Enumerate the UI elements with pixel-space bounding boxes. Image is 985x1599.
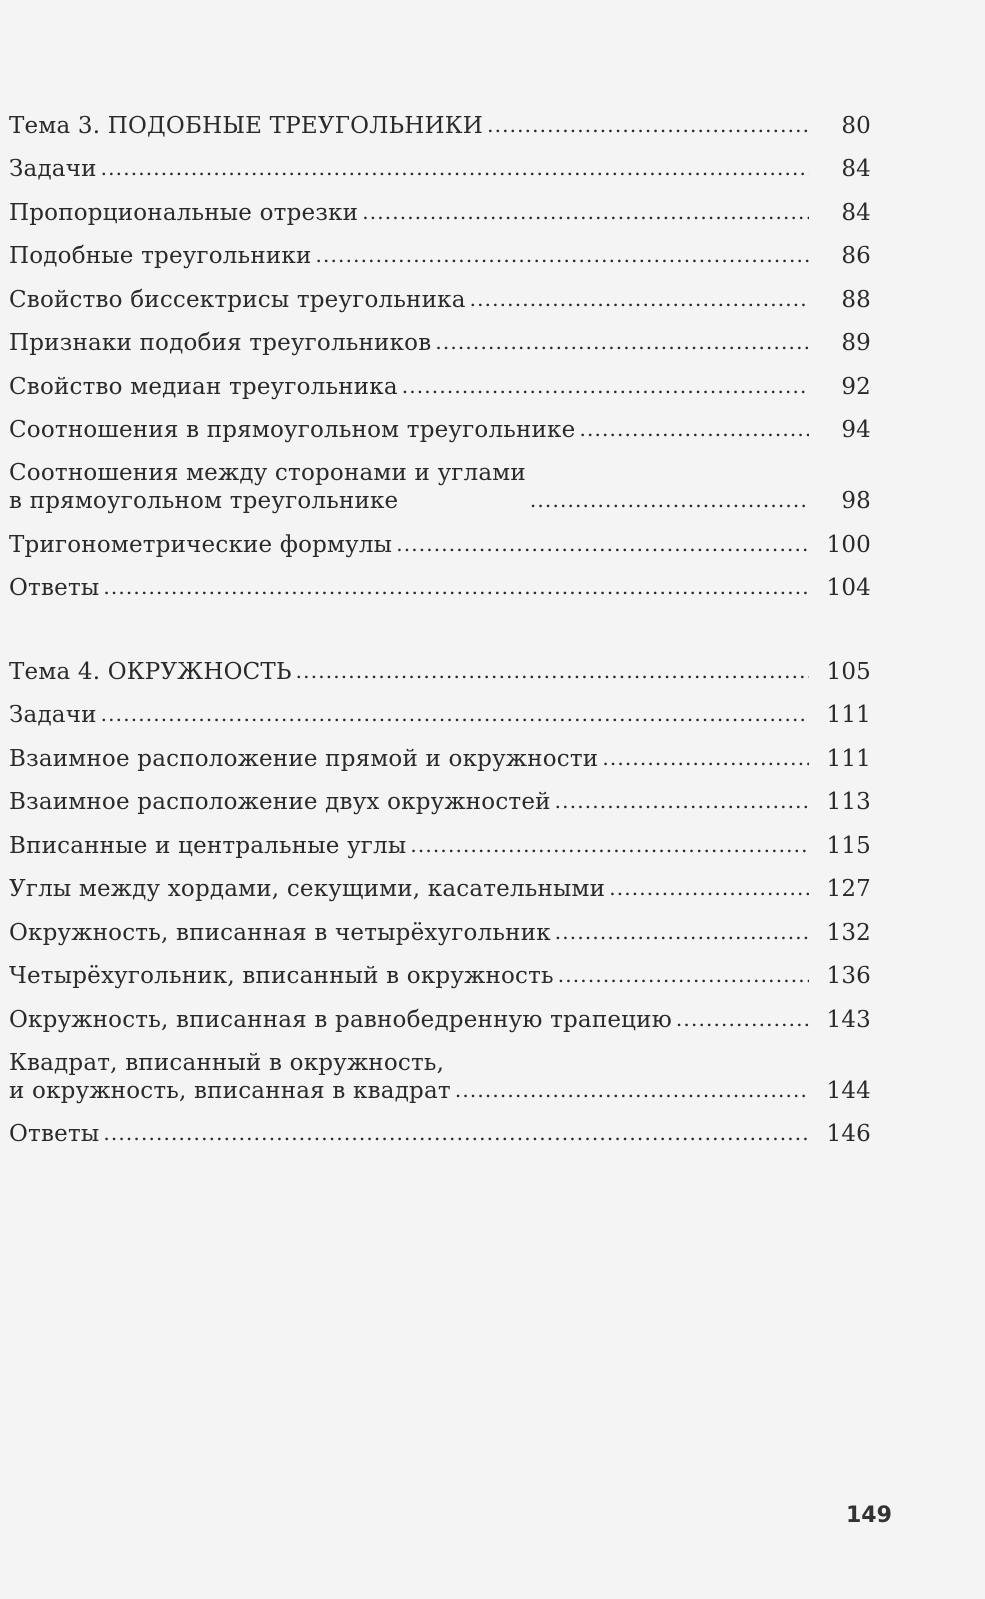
dot-leader <box>396 532 809 556</box>
toc-page-number: 111 <box>826 745 871 772</box>
toc-section-topic-3 <box>9 96 871 602</box>
dot-leader <box>555 920 809 944</box>
toc-page-number: 144 <box>826 1077 871 1104</box>
dot-leader <box>101 702 809 726</box>
toc-page-number: 132 <box>826 919 871 946</box>
toc-page-number: 113 <box>826 789 871 815</box>
toc-entry-title: Подобные треугольники <box>9 243 312 269</box>
toc-heading-topic-3 <box>9 96 871 140</box>
toc-entry-title: Соотношения в прямоугольном треугольнике <box>9 417 576 443</box>
toc-entry-title: Взаимное расположение двух окружностей <box>9 789 551 815</box>
toc-entry-title-line-2: в прямоугольном треугольнике <box>9 488 399 514</box>
dot-leader <box>555 789 809 813</box>
toc-entry <box>9 515 871 559</box>
toc-entry-title-line-1: Соотношения между сторонами и углами <box>9 460 526 486</box>
dot-leader <box>362 200 809 224</box>
toc-entry <box>9 990 871 1034</box>
dot-leader <box>609 876 809 900</box>
toc-page-number: 94 <box>841 417 871 443</box>
toc-entry-title: Четырёхугольник, вписанный в окружность <box>9 963 554 989</box>
dot-leader <box>410 833 809 857</box>
dot-leader <box>316 243 809 267</box>
toc-page-number: 127 <box>826 876 871 902</box>
toc-page-number: 146 <box>826 1121 871 1147</box>
toc-page-number: 100 <box>826 531 871 558</box>
toc-page-number: 84 <box>841 156 871 182</box>
toc-page-number: 104 <box>826 575 871 601</box>
dot-leader <box>435 330 809 354</box>
toc-entry-title: Вписанные и центральные углы <box>9 832 407 859</box>
toc-entry <box>9 314 871 358</box>
dot-leader <box>470 287 809 311</box>
toc-entry <box>9 1034 871 1105</box>
dot-leader <box>558 963 809 987</box>
toc-entry-title: Пропорциональные отрезки <box>9 199 359 226</box>
dot-leader <box>296 659 809 683</box>
toc-section-topic-4 <box>9 642 871 1148</box>
toc-entry <box>9 270 871 314</box>
toc-entry-title: Признаки подобия треугольников <box>9 330 432 356</box>
page-number-footer: 149 <box>846 1503 892 1528</box>
toc-entry-title: Свойство медиан треугольника <box>9 373 398 400</box>
toc-entry <box>9 903 871 947</box>
toc-page-number: 86 <box>841 243 871 269</box>
toc-entry-title: Задачи <box>9 702 97 728</box>
toc-heading-topic-4 <box>9 642 871 686</box>
toc-page-number: 84 <box>841 199 871 226</box>
toc-entry <box>9 1105 871 1149</box>
dot-leader <box>676 1007 809 1031</box>
dot-leader <box>602 746 809 770</box>
toc-entry <box>9 729 871 773</box>
toc-page-number: 89 <box>841 330 871 356</box>
toc-entry <box>9 227 871 271</box>
toc-entry-title: Окружность, вписанная в четырёхугольник <box>9 919 551 946</box>
toc-entry-title: Окружность, вписанная в равнобедренную трапецию <box>9 1006 672 1033</box>
dot-leader <box>455 1078 809 1102</box>
toc-entry-title: Ответы <box>9 575 100 601</box>
toc-entry <box>9 686 871 730</box>
toc-page-number: 80 <box>841 112 871 139</box>
toc-page-number: 92 <box>841 373 871 400</box>
toc-entry-title: Тригонометрические формулы <box>9 531 393 558</box>
dot-leader <box>103 575 809 599</box>
toc-entry-title-line-1: Квадрат, вписанный в окружность, <box>9 1049 445 1076</box>
toc-entry <box>9 183 871 227</box>
toc-heading-title: Тема 4. ОКРУЖНОСТЬ <box>9 658 292 685</box>
toc-entry-title: Задачи <box>9 156 97 182</box>
toc-entry <box>9 773 871 817</box>
dot-leader <box>579 417 809 441</box>
toc-entry <box>9 401 871 445</box>
toc-entry <box>9 140 871 184</box>
toc-entry-title-line-2: и окружность, вписанная в квадрат <box>9 1077 451 1104</box>
toc-entry <box>9 559 871 603</box>
toc-entry-title <box>9 459 530 515</box>
dot-leader <box>402 374 809 398</box>
toc-page-number: 111 <box>826 702 871 728</box>
toc-entry-title: Свойство биссектрисы треугольника <box>9 286 466 313</box>
dot-leader <box>103 1121 809 1145</box>
toc-page-number: 115 <box>826 832 871 859</box>
toc-page-number: 88 <box>841 286 871 313</box>
toc-entry <box>9 860 871 904</box>
dot-leader <box>530 488 809 512</box>
dot-leader <box>101 156 809 180</box>
toc-entry <box>9 357 871 401</box>
toc-entry-title: Взаимное расположение прямой и окружности <box>9 745 599 772</box>
toc-page-number: 105 <box>826 658 871 685</box>
toc-page-number: 136 <box>826 963 871 989</box>
toc-page-number: 98 <box>841 488 871 514</box>
toc-entry <box>9 947 871 991</box>
toc-entry-title: Ответы <box>9 1121 100 1147</box>
toc-page-number: 143 <box>826 1006 871 1033</box>
toc-heading-title: Тема 3. ПОДОБНЫЕ ТРЕУГОЛЬНИКИ <box>9 112 484 139</box>
toc-entry <box>9 816 871 860</box>
toc-entry <box>9 444 871 515</box>
toc-entry-title: Углы между хордами, секущими, касательными <box>9 876 606 902</box>
dot-leader <box>487 113 809 137</box>
toc-entry-title <box>9 1049 455 1105</box>
